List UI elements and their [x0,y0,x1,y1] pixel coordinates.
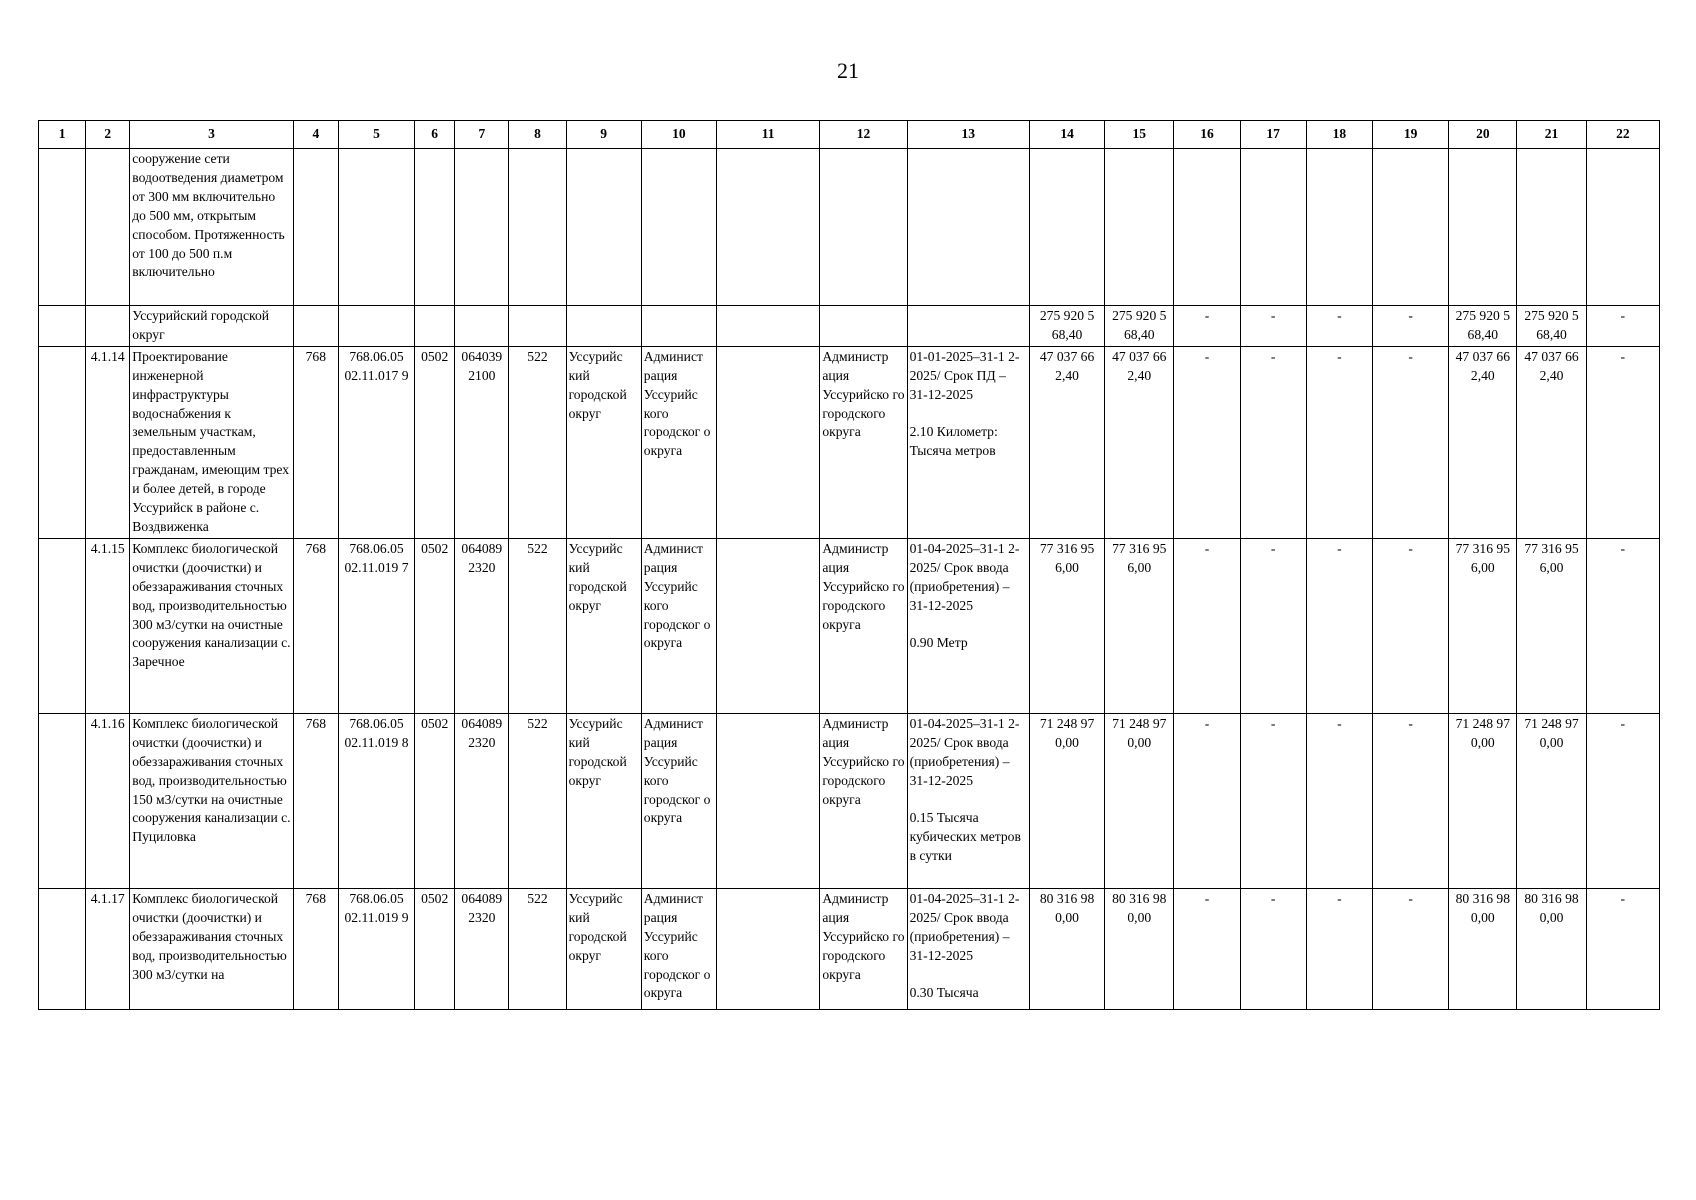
cell-col-8: 522 [509,713,566,888]
cell-col-2: 4.1.14 [86,346,130,538]
cell-col-18: - [1306,888,1372,1009]
cell-col-21: 275 920 5 68,40 [1517,306,1586,347]
header-cell: 22 [1586,121,1659,149]
cell-col-17 [1240,149,1306,306]
cell-col-6: 0502 [415,346,455,538]
cell-col-14: 275 920 5 68,40 [1029,306,1104,347]
cell-col-16: - [1174,538,1240,713]
cell-col-10: Админист рация Уссурийс кого городског о округа [641,346,716,538]
header-cell: 8 [509,121,566,149]
cell-col-1 [39,346,86,538]
cell-col-10 [641,149,716,306]
cell-col-8: 522 [509,538,566,713]
cell-col-7: 064089 2320 [455,888,509,1009]
cell-col-8 [509,149,566,306]
header-cell: 18 [1306,121,1372,149]
cell-col-15: 80 316 98 0,00 [1105,888,1174,1009]
table-row [39,888,1660,1009]
cell-col-3: Комплекс биологической очистки (доочистки) и обеззараживания сточных вод, производительностью 300 м3/сутки на [130,888,294,1009]
header-cell: 1 [39,121,86,149]
cell-col-16: - [1174,888,1240,1009]
cell-col-17: - [1240,538,1306,713]
cell-col-13: 01-04-2025–31-1 2-2025/ Срок ввода (приобретения) – 31-12-2025 0.15 Тысяча кубических метров в сутки [907,713,1029,888]
cell-col-3: Уссурийский городской округ [130,306,294,347]
cell-col-19: - [1372,346,1448,538]
cell-col-9 [566,149,641,306]
cell-col-20: 71 248 97 0,00 [1449,713,1517,888]
cell-col-22: - [1586,713,1659,888]
cell-col-15: 71 248 97 0,00 [1105,713,1174,888]
cell-col-2 [86,306,130,347]
cell-col-2 [86,149,130,306]
header-row [39,121,1660,149]
header-cell: 21 [1517,121,1586,149]
cell-col-6: 0502 [415,538,455,713]
cell-col-1 [39,888,86,1009]
header-cell: 3 [130,121,294,149]
cell-col-4: 768 [293,713,338,888]
cell-col-17: - [1240,346,1306,538]
cell-col-12: Администр ация Уссурийско го городского округа [820,888,907,1009]
cell-col-5: 768.06.05 02.11.017 9 [338,346,414,538]
cell-col-1 [39,538,86,713]
cell-col-12: Администр ация Уссурийско го городского округа [820,346,907,538]
header-cell: 6 [415,121,455,149]
cell-col-1 [39,713,86,888]
cell-col-7: 064039 2100 [455,346,509,538]
cell-col-11 [717,538,820,713]
cell-col-13: 01-04-2025–31-1 2-2025/ Срок ввода (приобретения) – 31-12-2025 0.30 Тысяча [907,888,1029,1009]
cell-col-20: 80 316 98 0,00 [1449,888,1517,1009]
cell-col-22: - [1586,888,1659,1009]
cell-col-13: 01-01-2025–31-1 2-2025/ Срок ПД – 31-12-2025 2.10 Километр: Тысяча метров [907,346,1029,538]
cell-col-18: - [1306,713,1372,888]
cell-col-21: 71 248 97 0,00 [1517,713,1586,888]
cell-col-11 [717,306,820,347]
cell-col-22 [1586,149,1659,306]
cell-col-6 [415,149,455,306]
cell-col-7 [455,306,509,347]
cell-col-10 [641,306,716,347]
cell-col-16: - [1174,713,1240,888]
cell-col-14: 71 248 97 0,00 [1029,713,1104,888]
cell-col-3: сооружение сети водоотведения диаметром от 300 мм включительно до 500 мм, открытым способом. Протяженность от 100 до 500 п.м включительно [130,149,294,306]
cell-col-20 [1449,149,1517,306]
cell-col-6: 0502 [415,713,455,888]
cell-col-19: - [1372,888,1448,1009]
cell-col-19 [1372,149,1448,306]
cell-col-9: Уссурийс кий городской округ [566,346,641,538]
table-row [39,538,1660,713]
header-cell: 12 [820,121,907,149]
cell-col-18: - [1306,538,1372,713]
cell-col-17: - [1240,306,1306,347]
cell-col-5 [338,306,414,347]
cell-col-21: 47 037 66 2,40 [1517,346,1586,538]
cell-col-10: Админист рация Уссурийс кого городског о округа [641,713,716,888]
cell-col-13 [907,149,1029,306]
cell-col-4: 768 [293,888,338,1009]
cell-col-5: 768.06.05 02.11.019 7 [338,538,414,713]
cell-col-21: 77 316 95 6,00 [1517,538,1586,713]
cell-col-3: Комплекс биологической очистки (доочистки) и обеззараживания сточных вод, производительностью 150 м3/сутки на очистные сооружения канализации с. Пуциловка [130,713,294,888]
cell-col-14: 47 037 66 2,40 [1029,346,1104,538]
cell-col-10: Админист рация Уссурийс кого городског о округа [641,888,716,1009]
cell-col-13: 01-04-2025–31-1 2-2025/ Срок ввода (приобретения) – 31-12-2025 0.90 Метр [907,538,1029,713]
cell-col-6: 0502 [415,888,455,1009]
cell-col-15: 47 037 66 2,40 [1105,346,1174,538]
table-row [39,149,1660,306]
cell-col-16: - [1174,306,1240,347]
cell-col-1 [39,306,86,347]
cell-col-22: - [1586,346,1659,538]
cell-col-17: - [1240,713,1306,888]
header-cell: 14 [1029,121,1104,149]
header-cell: 13 [907,121,1029,149]
page-number: 21 [837,58,859,83]
cell-col-2: 4.1.15 [86,538,130,713]
cell-col-6 [415,306,455,347]
cell-col-11 [717,346,820,538]
header-cell: 20 [1449,121,1517,149]
cell-col-18: - [1306,346,1372,538]
cell-col-21: 80 316 98 0,00 [1517,888,1586,1009]
cell-col-9 [566,306,641,347]
cell-col-11 [717,149,820,306]
table-row [39,306,1660,347]
cell-col-9: Уссурийс кий городской округ [566,538,641,713]
header-cell: 2 [86,121,130,149]
cell-col-14 [1029,149,1104,306]
cell-col-18: - [1306,306,1372,347]
header-cell: 19 [1372,121,1448,149]
cell-col-11 [717,713,820,888]
cell-col-22: - [1586,538,1659,713]
cell-col-12: Администр ация Уссурийско го городского округа [820,713,907,888]
budget-table [38,120,1660,1010]
cell-col-9: Уссурийс кий городской округ [566,888,641,1009]
cell-col-12 [820,149,907,306]
cell-col-16 [1174,149,1240,306]
cell-col-8 [509,306,566,347]
header-cell: 10 [641,121,716,149]
cell-col-5: 768.06.05 02.11.019 8 [338,713,414,888]
header-cell: 9 [566,121,641,149]
cell-col-5 [338,149,414,306]
header-cell: 16 [1174,121,1240,149]
header-cell: 4 [293,121,338,149]
cell-col-7: 064089 2320 [455,713,509,888]
cell-col-12 [820,306,907,347]
cell-col-8: 522 [509,888,566,1009]
cell-col-11 [717,888,820,1009]
header-cell: 17 [1240,121,1306,149]
cell-col-19: - [1372,713,1448,888]
header-cell: 7 [455,121,509,149]
cell-col-1 [39,149,86,306]
cell-col-13 [907,306,1029,347]
cell-col-4: 768 [293,346,338,538]
cell-col-5: 768.06.05 02.11.019 9 [338,888,414,1009]
cell-col-15: 77 316 95 6,00 [1105,538,1174,713]
cell-col-4 [293,149,338,306]
cell-col-20: 47 037 66 2,40 [1449,346,1517,538]
cell-col-7 [455,149,509,306]
cell-col-14: 80 316 98 0,00 [1029,888,1104,1009]
cell-col-8: 522 [509,346,566,538]
cell-col-3: Комплекс биологической очистки (доочистки) и обеззараживания сточных вод, производительностью 300 м3/сутки на очистные сооружения канализации с. Заречное [130,538,294,713]
cell-col-2: 4.1.17 [86,888,130,1009]
table-row [39,346,1660,538]
cell-col-19: - [1372,538,1448,713]
cell-col-21 [1517,149,1586,306]
header-cell: 11 [717,121,820,149]
table-row [39,713,1660,888]
cell-col-15: 275 920 5 68,40 [1105,306,1174,347]
cell-col-14: 77 316 95 6,00 [1029,538,1104,713]
cell-col-4 [293,306,338,347]
cell-col-10: Админист рация Уссурийс кого городског о округа [641,538,716,713]
header-cell: 15 [1105,121,1174,149]
cell-col-20: 77 316 95 6,00 [1449,538,1517,713]
cell-col-4: 768 [293,538,338,713]
header-cell: 5 [338,121,414,149]
cell-col-2: 4.1.16 [86,713,130,888]
cell-col-17: - [1240,888,1306,1009]
cell-col-19: - [1372,306,1448,347]
cell-col-15 [1105,149,1174,306]
cell-col-12: Администр ация Уссурийско го городского округа [820,538,907,713]
cell-col-7: 064089 2320 [455,538,509,713]
cell-col-22: - [1586,306,1659,347]
cell-col-16: - [1174,346,1240,538]
cell-col-18 [1306,149,1372,306]
cell-col-3: Проектирование инженерной инфраструктуры водоснабжения к земельным участкам, предоставленным гражданам, имеющим трех и более детей, в городе Уссурийск в районе с. Воздвиженка [130,346,294,538]
cell-col-20: 275 920 5 68,40 [1449,306,1517,347]
cell-col-9: Уссурийс кий городской округ [566,713,641,888]
